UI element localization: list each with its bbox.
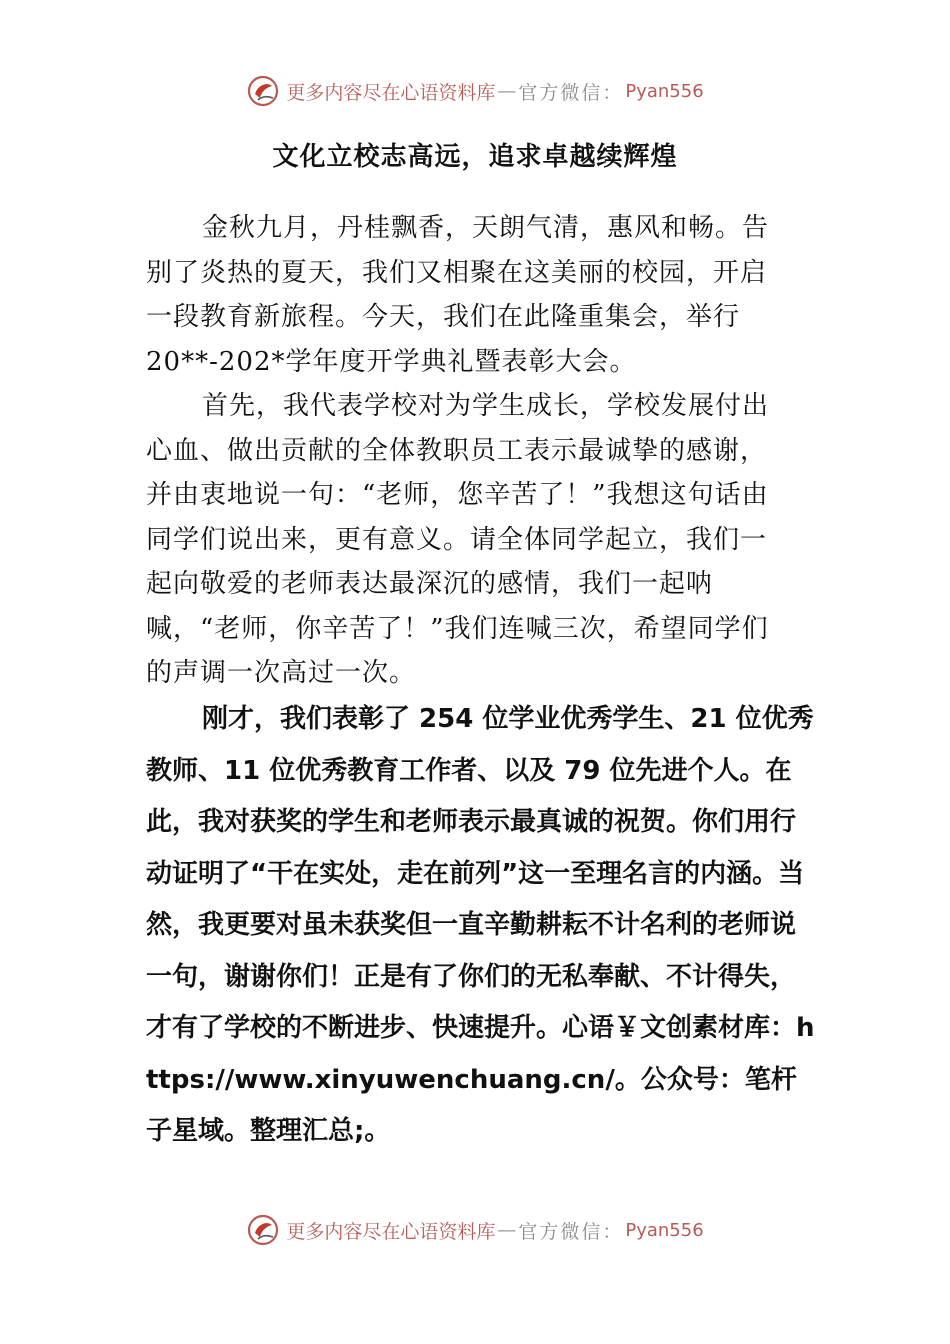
document-title: 文化立校志高远，追求卓越续辉煌	[272, 142, 678, 172]
banner-text: 更多内容尽在心语资料库	[286, 1220, 496, 1243]
bold-body	[146, 694, 816, 1158]
serif-body	[146, 206, 786, 696]
banner-text: 更多内容尽在心语资料库	[286, 81, 496, 104]
paragraph-1: 金秋九月，丹桂飘香，天朗气清，惠风和畅。告别了炎热的夏天，我们又相聚在这美丽的校园，开启一段教育新旅程。今天，我们在此隆重集会，举行 20**-202*学年度开学典礼暨表彰大会。	[146, 213, 770, 377]
brand-logo-icon	[246, 1213, 280, 1247]
footer-watermark-banner	[0, 1213, 950, 1247]
banner-separator: —	[497, 80, 517, 102]
banner-separator: —	[497, 1219, 517, 1241]
paragraph-2: 首先，我代表学校对为学生成长，学校发展付出心血、做出贡献的全体教职员工表示最诚挚的感谢，并由衷地说一句：“老师，您辛苦了！”我想这句话由同学们说出来，更有意义。请全体同学起立，我们一起向敬爱的老师表达最深沉的感情，我们一起呐喊，“老师，你辛苦了！”我们连喊三次，希望同学们的声调一次高过一次。	[146, 391, 770, 688]
header-watermark-banner	[0, 74, 950, 108]
brand-logo-icon	[246, 74, 280, 108]
paragraph-3: 刚才，我们表彰了 254 位学业优秀学生、21 位优秀教师、11 位优秀教育工作者、以及 79 位先进个人。在此，我对获奖的学生和老师表示最真诚的祝贺。你们用行动证明了“干在实处，走在前列”这一至理名言的内涵。当然，我更要对虽未获奖但一直辛勤耕耘不计名利的老师说一句，谢谢你们！正是有了你们的无私奉献、不计得失，才有了学校的不断进步、快速提升。心语￥文创素材库：https://www.xinyuwenchuang.cn/。公众号：笔杆子星域。整理汇总;。	[146, 704, 815, 1146]
banner-wechat-label: 官方微信：	[518, 81, 624, 104]
banner-wechat-label: 官方微信：	[518, 1220, 624, 1243]
banner-wechat-id: Pyan556	[625, 1219, 704, 1241]
banner-wechat-id: Pyan556	[625, 80, 704, 102]
